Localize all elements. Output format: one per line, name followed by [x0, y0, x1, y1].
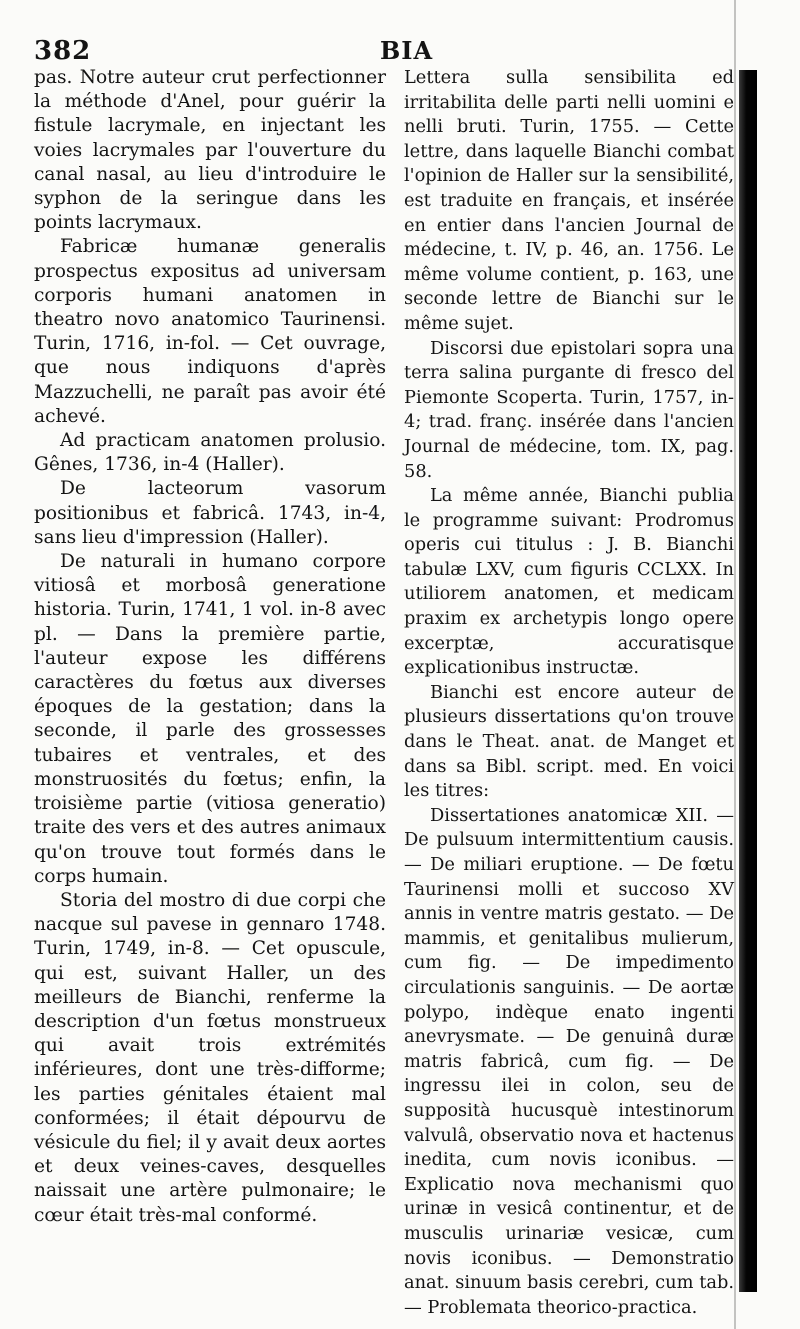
paragraph: De naturali in humano corpore vitiosâ et morbosâ generatione historia. Turin, 1741, 1 vol. in-8 avec pl. — Dans la première partie, l'auteur expose les différens caractères du fœtus aux diverses époques de la gestation; dans la seconde, il parle des grossesses tubaires et ventrales, et des monstruosités du fœtus; enfin, la troisième partie (vitiosa generatio) traite des vers et des autres animaux qu'on trouve tout formés dans le corps humain.: [34, 551, 386, 887]
paragraph: Fabricæ humanæ generalis prospectus expositus ad universam corporis humani anatomen in theatro novo anatomico Taurinensi. Turin, 1716, in-fol. — Cet ouvrage, que nous indiquons d'après Mazzuchelli, ne paraît pas avoir été achevé.: [34, 236, 386, 427]
book-spine-shadow: [739, 70, 757, 1292]
paragraph: Lettera sulla sensibilita ed irritabilita delle parti nelli uomini e nelli bruti. Turin, 1755. — Cette lettre, dans laquelle Bianchi combat l'opinion de Haller sur la sensibilité, est traduite en français, et insérée en entier dans l'ancien Journal de médecine, t. IV, p. 46, an. 1756. Le même volume contient, p. 163, une seconde lettre de Bianchi sur le même sujet.: [404, 67, 734, 334]
paragraph: Dissertationes anatomicæ XII. — De pulsuum intermittentium causis. — De miliari eruptione. — De fœtu Taurinensi molli et succoso XV annis in ventre matris gestato. — De mammis, et genitalibus mulierum, cum fig. — De impedimento circulationis sanguinis. — De aortæ polypo, indèque enato ingenti anevrysmate. — De genuinâ duræ matris fabricâ, cum fig. — De ingressu ilei in colon, seu de supposità hucusquè intestinorum valvulâ, observatio nova et hactenus inedita, cum novis iconibus. — Explicatio nova mechanismi quo urinæ in vesicâ continentur, et de musculis urinariæ vesicæ, cum novis iconibus. — Demonstratio anat. sinuum basis cerebri, cum tab. — Problemata theorico-practica.: [404, 804, 735, 1318]
paragraph: Discorsi due epistolari sopra una terra salina purgante di fresco del Piemonte Scoperta. Turin, 1757, in-4; trad. franç. insérée dans l'ancien Journal de médecine, tom. IX, pag. 58.: [404, 337, 734, 482]
paragraph: pas. Notre auteur crut perfectionner la méthode d'Anel, pour guérir la fistule lacrymale, en injectant les voies lacrymales par l'ouverture du canal nasal, au lieu d'introduire le syphon de la seringue dans les points lacrymaux.: [34, 67, 386, 234]
running-head: BIA: [380, 36, 434, 65]
right-column: [404, 66, 734, 1320]
paragraph: Ad practicam anatomen prolusio. Gênes, 1736, in-4 (Haller).: [34, 430, 386, 476]
left-column: [34, 66, 386, 1228]
page-gutter-line: [734, 0, 736, 1329]
page-header: [34, 36, 720, 66]
paragraph: Bianchi est encore auteur de plusieurs dissertations qu'on trouve dans le Theat. anat. de Manget et dans sa Bibl. script. med. En voici les titres:: [404, 681, 734, 802]
page-number: 382: [34, 36, 92, 66]
paragraph: La même année, Bianchi publia le programme suivant: Prodromus operis cui titulus : J. B. Bianchi tabulæ LXV, cum figuris CCLXX. In utiliorem anatomen, et medicam praxim ex archetypis longo opere excerptæ, accuratisque explicationibus instructæ.: [404, 485, 734, 679]
paragraph: Storia del mostro di due corpi che nacque sul pavese in gennaro 1748. Turin, 1749, in-8. — Cet opuscule, qui est, suivant Haller, un des meilleurs de Bianchi, renferme la description d'un fœtus monstrueux qui avait trois extrémités inférieures, dont une très-difforme; les parties génitales étaient mal conformées; il était dépourvu de vésicule du fiel; il y avait deux aortes et deux veines-caves, desquelles naissait une artère pulmonaire; le cœur était très-mal conformé.: [34, 889, 386, 1226]
paragraph: De lacteorum vasorum positionibus et fabricâ. 1743, in-4, sans lieu d'impression (Haller).: [34, 478, 386, 548]
